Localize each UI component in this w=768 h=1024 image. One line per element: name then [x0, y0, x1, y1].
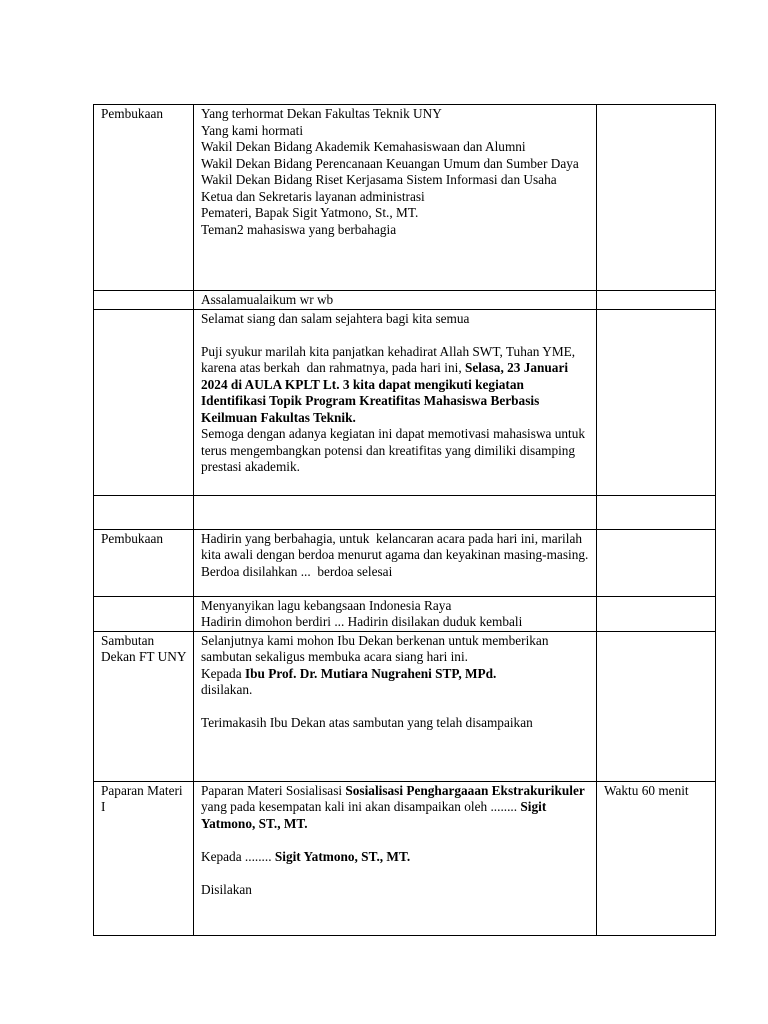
- content-cell: [194, 631, 597, 781]
- note-cell: [597, 631, 716, 781]
- thanks-paragraph: [201, 344, 590, 427]
- closing-text: Terimakasih Ibu Dekan atas sambutan yang telah disampaikan: [201, 715, 533, 730]
- rundown-table: [93, 104, 716, 936]
- note-cell: [597, 495, 716, 529]
- invite-prefix: Kepada ........: [201, 848, 275, 864]
- content-line: Assalamualaikum wr wb: [201, 292, 334, 307]
- section-cell: [94, 105, 194, 291]
- paragraph-gap: [201, 865, 590, 882]
- paragraph-gap: [201, 327, 590, 344]
- table-row: [94, 309, 716, 495]
- invite-suffix: disilakan.: [201, 682, 253, 697]
- content-line: Pemateri, Bapak Sigit Yatmono, St., MT.: [201, 205, 419, 220]
- invite-line: [201, 666, 590, 683]
- note-cell: [597, 291, 716, 310]
- content-line: Yang kami hormati: [201, 122, 304, 138]
- content-cell: [194, 291, 597, 310]
- duration-note: Waktu 60 menit: [604, 782, 689, 798]
- event-details-bold: Selasa, 23 Januari 2024 di AULA KPLT Lt. 3 kita dapat mengikuti kegiatan Identifikasi Topik Program Kreatifitas Mahasiswa Berbasis Keilmuan Fakultas Teknik.: [201, 360, 572, 425]
- invite-line: [201, 849, 590, 866]
- speaker-name-bold: Sigit Yatmono, ST., MT.: [201, 799, 550, 831]
- content-line: Menyanyikan lagu kebangsaan Indonesia Raya: [201, 597, 452, 613]
- content-line: Teman2 mahasiswa yang berbahagia: [201, 221, 397, 237]
- content-cell: [194, 529, 597, 596]
- note-cell: [597, 596, 716, 631]
- content-line: Yang terhormat Dekan Fakultas Teknik UNY: [201, 106, 442, 121]
- table-row: [94, 631, 716, 781]
- note-cell: [597, 309, 716, 495]
- dean-name-bold: Ibu Prof. Dr. Mutiara Nugraheni STP, MPd.: [244, 665, 497, 681]
- thanks-text: Puji syukur marilah kita panjatkan kehadirat Allah SWT, Tuhan YME, karena atas berkah dan rahmatnya, pada hari ini,: [201, 343, 582, 375]
- intro-text: Selanjutnya kami mohon Ibu Dekan berkenan untuk memberikan sambutan sekaligus membuka acara siang hari ini.: [201, 632, 552, 664]
- section-cell: [94, 529, 194, 596]
- material-title-bold: Sosialisasi Penghargaaan Ekstrakurikuler: [345, 782, 585, 798]
- content-line: Hadirin yang berbahagia, untuk kelancaran acara pada hari ini, marilah kita awali dengan berdoa menurut agama dan keyakinan masing-masing.: [201, 530, 589, 562]
- section-cell: [94, 495, 194, 529]
- paragraph-gap: [201, 832, 590, 849]
- speaker-name-bold: Sigit Yatmono, ST., MT.: [274, 848, 411, 864]
- section-cell: [94, 781, 194, 935]
- section-cell: [94, 631, 194, 781]
- table-row: [94, 291, 716, 310]
- content-line: Wakil Dekan Bidang Perencanaan Keuangan Umum dan Sumber Daya: [201, 155, 579, 171]
- greeting-text: Selamat siang dan salam sejahtera bagi kita semua: [201, 310, 470, 326]
- material-prefix: Paparan Materi Sosialisasi: [201, 782, 346, 798]
- invite-prefix: Kepada: [201, 665, 245, 681]
- table-row: [94, 495, 716, 529]
- material-paragraph: [201, 783, 590, 833]
- disilakan-text: Disilakan: [201, 881, 252, 897]
- table-row: [94, 781, 716, 935]
- section-cell: [94, 309, 194, 495]
- content-cell: [194, 495, 597, 529]
- content-cell: [194, 781, 597, 935]
- content-cell: [194, 596, 597, 631]
- note-cell: [597, 105, 716, 291]
- section-cell: [94, 596, 194, 631]
- section-label: Pembukaan: [101, 530, 164, 546]
- note-cell: [597, 781, 716, 935]
- table-row: [94, 529, 716, 596]
- motivation-text: Semoga dengan adanya kegiatan ini dapat memotivasi mahasiswa untuk terus mengembangkan potensi dan kreatifitas yang dimiliki disamping prestasi akademik.: [201, 426, 589, 474]
- content-line: Ketua dan Sekretaris layanan administrasi: [201, 188, 425, 204]
- table-row: [94, 596, 716, 631]
- note-cell: [597, 529, 716, 596]
- table-row: [94, 105, 716, 291]
- content-cell: [194, 105, 597, 291]
- content-line: Wakil Dekan Bidang Akademik Kemahasiswaan dan Alumni: [201, 139, 526, 154]
- content-line: Hadirin dimohon berdiri ... Hadirin disilakan duduk kembali: [201, 614, 523, 629]
- section-label: Sambutan Dekan FT UNY: [101, 632, 187, 664]
- section-label: Paparan Materi I: [101, 782, 183, 814]
- section-cell: [94, 291, 194, 310]
- content-line: Wakil Dekan Bidang Riset Kerjasama Sistem Informasi dan Usaha: [201, 172, 557, 187]
- paragraph-gap: [201, 699, 590, 716]
- section-label: Pembukaan: [101, 106, 164, 121]
- material-mid: yang pada kesempatan kali ini akan disampaikan oleh ........: [201, 782, 589, 814]
- content-line: Berdoa disilahkan ... berdoa selesai: [201, 563, 393, 579]
- content-cell: [194, 309, 597, 495]
